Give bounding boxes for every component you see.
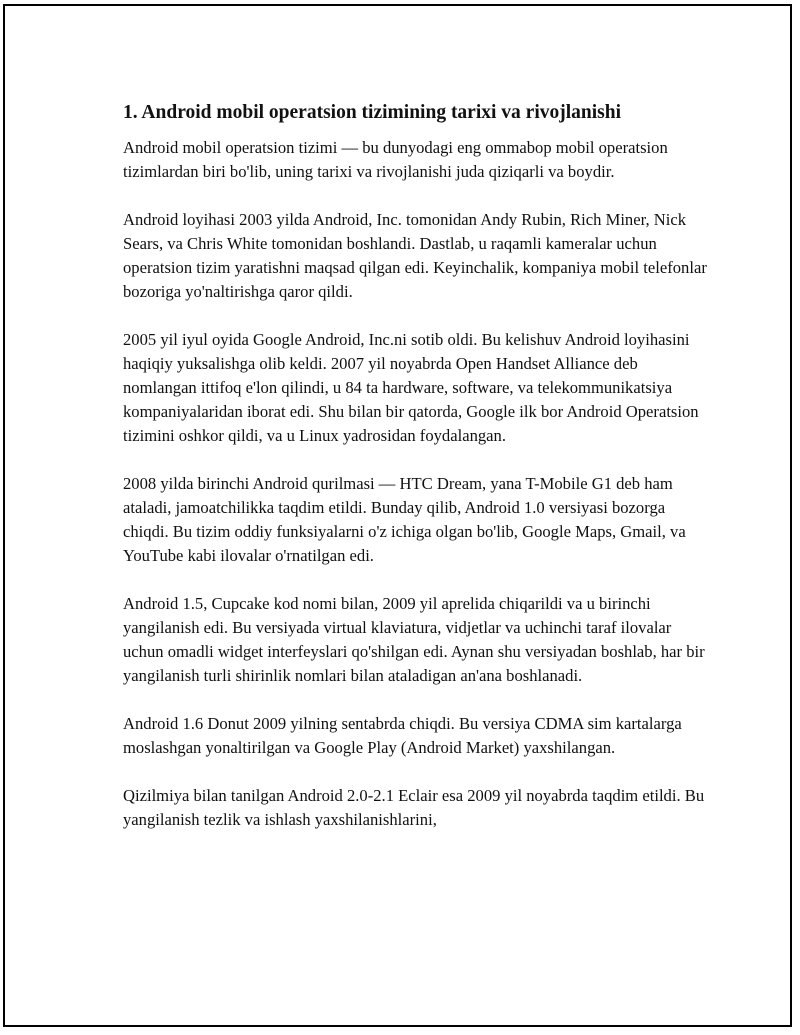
page-frame bbox=[3, 4, 792, 1027]
paragraph-intro: Android mobil operatsion tizimi — bu dunyodagi eng ommabop mobil operatsion tizimlardan biri bo'lib, uning tarixi va rivojlanishi juda qiziqarli va boydir. bbox=[123, 138, 668, 181]
paragraph-cupcake: Android 1.5, Cupcake kod nomi bilan, 2009 yil aprelida chiqarildi va u birinchi yangilanish edi. Bu versiyada virtual klaviatura, vidjetlar va uchinchi taraf ilovalar uchun omadli widget interfeyslari qo'shilgan edi. Aynan shu versiyadan boshlab, har bir yangilanish turli shirinlik nomlari bilan ataladigan an'ana boshlanadi. bbox=[123, 594, 705, 685]
paragraph-eclair: Qizilmiya bilan tanilgan Android 2.0-2.1 Eclair esa 2009 yil noyabrda taqdim etildi. Bu yangilanish tezlik va ishlash yaxshilanishlarini, bbox=[123, 786, 705, 829]
section-heading: 1. Android mobil operatsion tizimining tarixi va rivojlanishi bbox=[123, 102, 622, 123]
paragraph-donut: Android 1.6 Donut 2009 yilning sentabrda chiqdi. Bu versiya CDMA sim kartalarga moslashgan yonaltirilgan va Google Play (Android Market) yaxshilangan. bbox=[123, 714, 682, 757]
paragraph-first-device: 2008 yilda birinchi Android qurilmasi — HTC Dream, yana T-Mobile G1 deb ham ataladi, jamoatchilikka taqdim etildi. Bunday qilib, Android 1.0 versiyasi bozorga chiqdi. Bu tizim oddiy funksiyalarni o'z ichiga olgan bo'lib, Google Maps, Gmail, va YouTube kabi ilovalar o'rnatilgan edi. bbox=[123, 474, 686, 565]
document-body bbox=[123, 100, 713, 856]
paragraph-origins: Android loyihasi 2003 yilda Android, Inc. tomonidan Andy Rubin, Rich Miner, Nick Sears, va Chris White tomonidan boshlandi. Dastlab, u raqamli kameralar uchun operatsion tizim yaratishni maqsad qilgan edi. Keyinchalik, kompaniya mobil telefonlar bozoriga yo'naltirishga qaror qildi. bbox=[123, 210, 707, 301]
paragraph-google-acquisition: 2005 yil iyul oyida Google Android, Inc.ni sotib oldi. Bu kelishuv Android loyihasini haqiqiy yuksalishga olib keldi. 2007 yil noyabrda Open Handset Alliance deb nomlangan ittifoq e'lon qilindi, u 84 ta hardware, software, va telekommunikatsiya kompaniyalaridan iborat edi. Shu bilan bir qatorda, Google ilk bor Android Operatsion tizimini oshkor qildi, va u Linux yadrosidan foydalangan. bbox=[123, 330, 699, 445]
